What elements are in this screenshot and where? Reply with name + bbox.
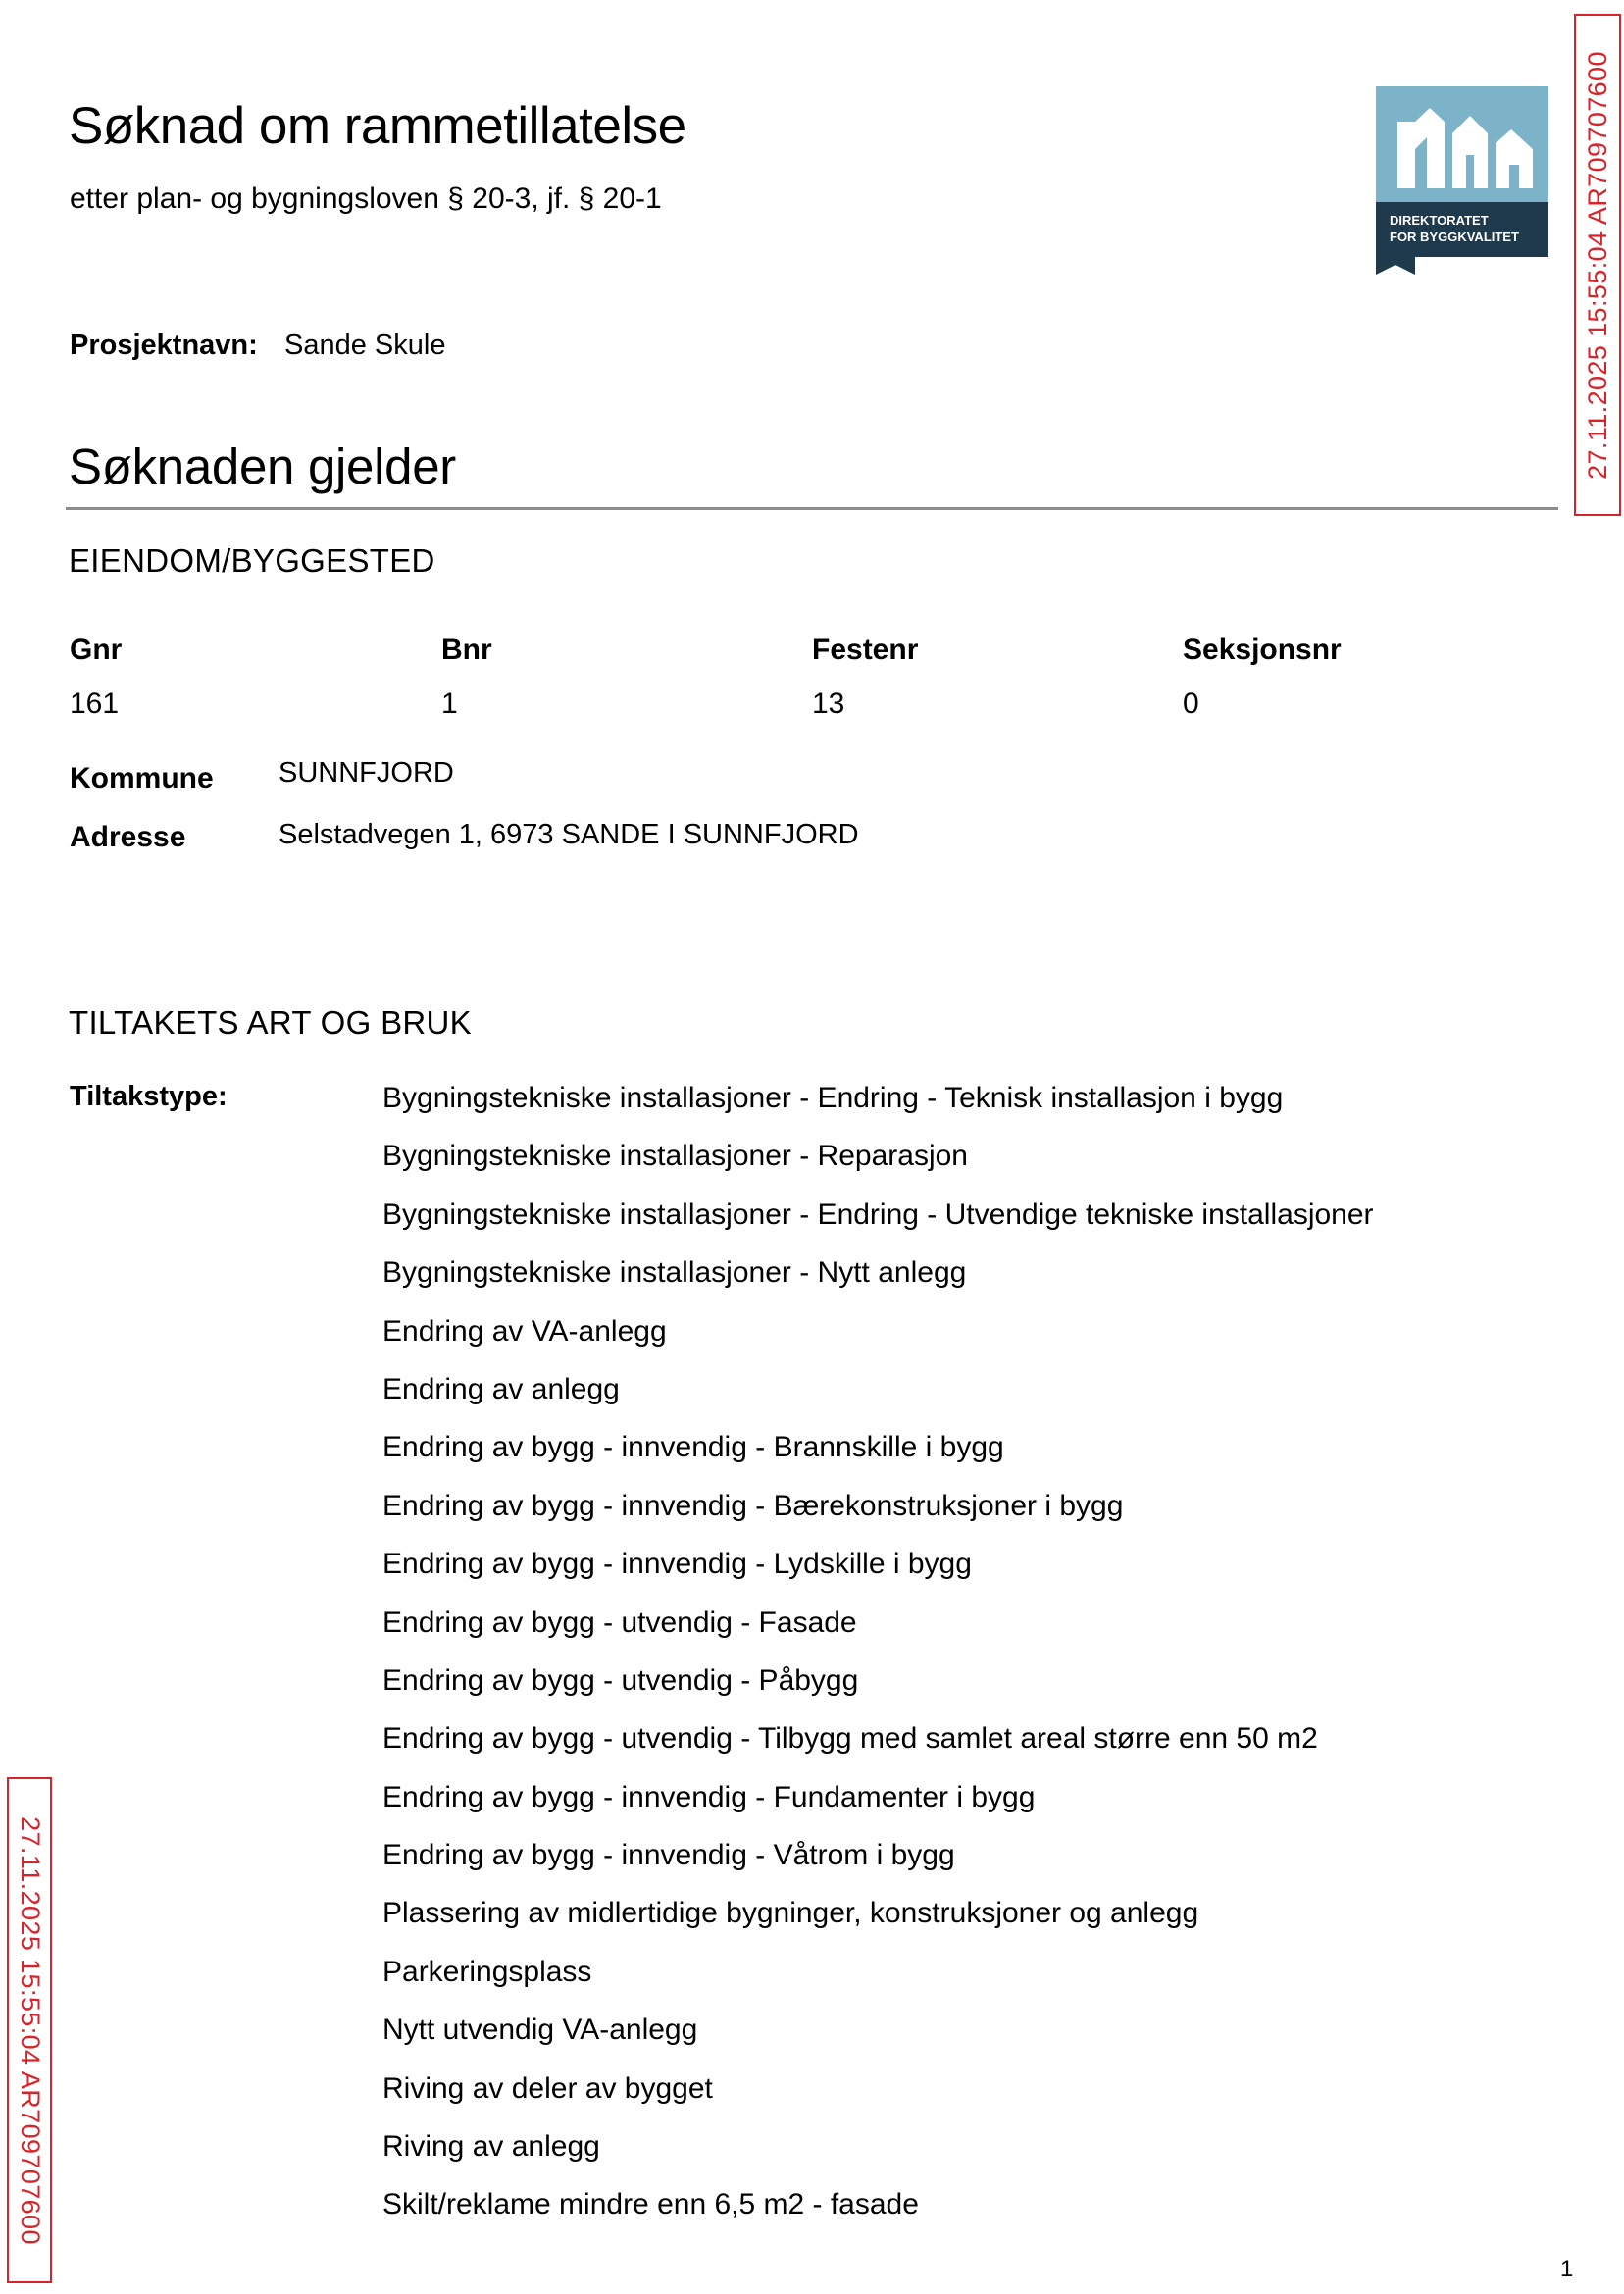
project-name-label: Prosjektnavn: xyxy=(70,330,258,361)
festenr-label: Festenr xyxy=(812,634,919,666)
section-heading: Søknaden gjelder xyxy=(69,438,456,494)
measure-type-list xyxy=(382,1077,1374,2242)
measure-type-item: Parkeringsplass xyxy=(382,1955,592,1988)
measure-type-item: Bygningstekniske installasjoner - Endring - Teknisk installasjon i bygg xyxy=(382,1082,1284,1114)
address-value: Selstadvegen 1, 6973 SANDE I SUNNFJORD xyxy=(279,819,859,850)
measure-type-item: Endring av anlegg xyxy=(382,1372,620,1405)
logo-ribbon xyxy=(1376,257,1415,275)
measure-type-item: Endring av bygg - utvendig - Fasade xyxy=(382,1606,857,1639)
measure-type-item: Bygningstekniske installasjoner - Endring - Utvendige tekniske installasjoner xyxy=(382,1198,1374,1231)
measure-type-item: Skilt/reklame mindre enn 6,5 m2 - fasade xyxy=(382,2188,919,2221)
bnr-label: Bnr xyxy=(441,634,492,666)
measure-type-item: Endring av bygg - utvendig - Tilbygg med samlet areal større enn 50 m2 xyxy=(382,1722,1318,1756)
measure-type-label: Tiltakstype: xyxy=(70,1081,228,1112)
document-subtitle: etter plan- og bygningsloven § 20-3, jf. § 20-1 xyxy=(70,182,662,215)
measure-type-item: Nytt utvendig VA-anlegg xyxy=(382,2014,698,2047)
measure-type-item: Bygningstekniske installasjoner - Reparasjon xyxy=(382,1140,968,1173)
page-number: 1 xyxy=(1560,2256,1574,2282)
measure-type-item: Endring av VA-anlegg xyxy=(382,1314,667,1348)
dibk-logo xyxy=(1376,86,1548,275)
measure-type-item: Endring av bygg - innvendig - Fundamenter i bygg xyxy=(382,1780,1036,1813)
festenr-value: 13 xyxy=(812,688,845,720)
measure-type-item: Endring av bygg - innvendig - Brannskille i bygg xyxy=(382,1431,1004,1464)
dibk-logo-graphic xyxy=(1376,86,1548,275)
bnr-value: 1 xyxy=(441,688,458,720)
measure-type-item: Bygningstekniske installasjoner - Nytt anlegg xyxy=(382,1256,967,1290)
gnr-label: Gnr xyxy=(70,634,123,666)
measure-type-item: Plassering av midlertidige bygninger, konstruksjoner og anlegg xyxy=(382,1897,1199,1930)
archive-stamp-top xyxy=(1574,14,1621,516)
gnr-value: 161 xyxy=(70,688,120,720)
measure-type-item: Riving av deler av bygget xyxy=(382,2071,713,2105)
municipality-value: SUNNFJORD xyxy=(279,757,454,789)
measure-heading: TILTAKETS ART OG BRUK xyxy=(69,1004,472,1041)
seksjonsnr-value: 0 xyxy=(1183,688,1199,720)
property-heading: EIENDOM/BYGGESTED xyxy=(69,542,435,579)
project-name-value: Sande Skule xyxy=(284,330,446,361)
measure-type-item: Endring av bygg - innvendig - Våtrom i bygg xyxy=(382,1839,955,1872)
archive-stamp-text: 27.11.2025 15:55:04 AR709707600 xyxy=(1582,50,1612,480)
measure-type-item: Endring av bygg - utvendig - Påbygg xyxy=(382,1663,859,1697)
municipality-label: Kommune xyxy=(70,762,214,794)
section-divider xyxy=(66,507,1558,510)
seksjonsnr-label: Seksjonsnr xyxy=(1183,634,1342,666)
archive-stamp-bottom xyxy=(7,1777,52,2283)
logo-text-line1: DIREKTORATET xyxy=(1390,213,1489,228)
measure-type-item: Endring av bygg - innvendig - Bærekonstruksjoner i bygg xyxy=(382,1489,1124,1522)
measure-type-item: Riving av anlegg xyxy=(382,2130,600,2164)
document-title: Søknad om rammetillatelse xyxy=(69,97,686,155)
logo-text-line2: FOR BYGGKVALITET xyxy=(1390,229,1519,244)
measure-type-item: Endring av bygg - innvendig - Lydskille i bygg xyxy=(382,1548,972,1581)
archive-stamp-text: 27.11.2025 15:55:04 AR709707600 xyxy=(15,1815,45,2245)
address-label: Adresse xyxy=(70,821,186,853)
